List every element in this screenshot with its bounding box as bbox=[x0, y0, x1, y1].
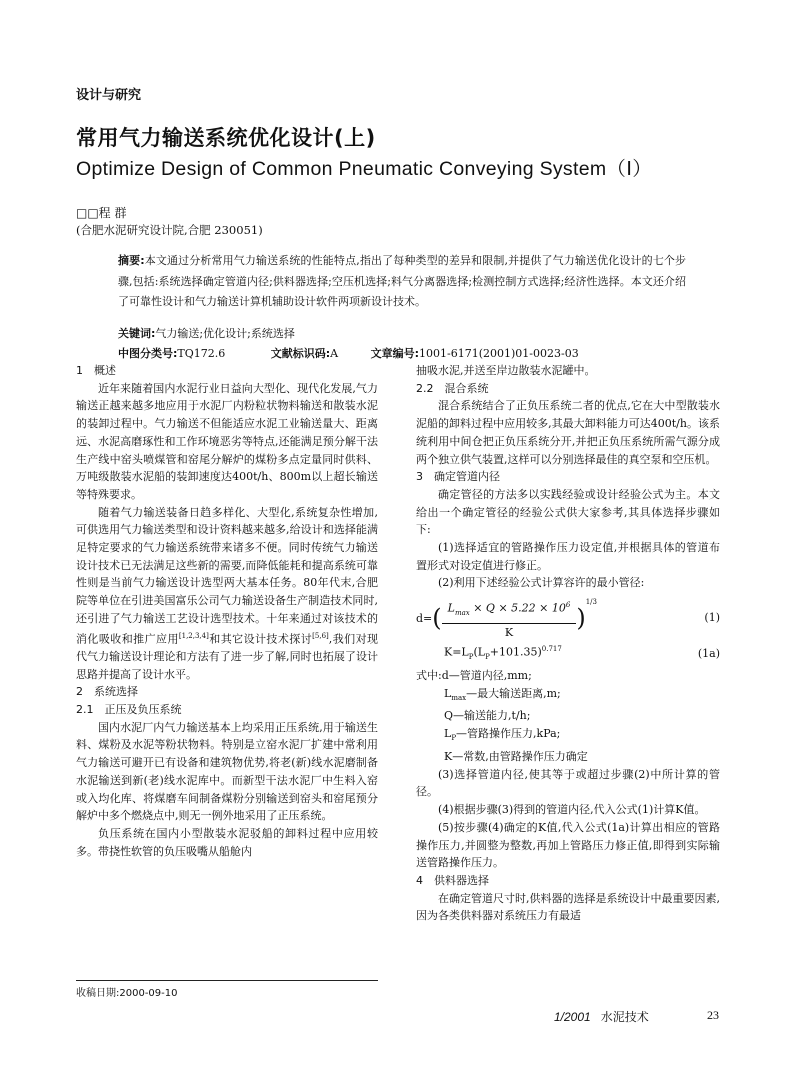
step-2: (2)利用下述经验公式计算容许的最小管径: bbox=[438, 576, 645, 590]
eq1a-mid-sub: P bbox=[485, 653, 490, 662]
keywords-text: 气力输送;优化设计;系统选择 bbox=[155, 327, 295, 340]
eq1-fraction bbox=[442, 597, 577, 641]
heading-positive-negative: 2.1 正压及负压系统 bbox=[76, 703, 182, 717]
heading-system-selection: 2 系统选择 bbox=[76, 685, 138, 699]
right-column bbox=[416, 362, 720, 925]
eq1a-exp: 0.717 bbox=[541, 645, 562, 654]
step-3: (3)选择管道内径,使其等于或超过步骤(2)中所计算的管径。 bbox=[416, 767, 720, 799]
paragraph: 抽吸水泥,并送至岸边散装水泥罐中。 bbox=[416, 364, 596, 377]
eq1-den: K bbox=[504, 625, 514, 639]
running-footer bbox=[554, 1008, 649, 1025]
step-1: (1)选择适宜的管路操作压力设定值,并根据具体的管道布置形式对设定值进行修正。 bbox=[416, 541, 720, 572]
eq1a-lhs-sub: P bbox=[468, 653, 474, 662]
variable-item: K—常数,由管路操作压力确定 bbox=[444, 750, 588, 763]
keywords-label: 关键词: bbox=[118, 327, 156, 340]
doc-code: A bbox=[330, 347, 339, 360]
paragraph bbox=[76, 504, 378, 684]
journal-name: 水泥技术 bbox=[600, 1010, 649, 1024]
paper-title-en: Optimize Design of Common Pneumatic Conveying System（Ⅰ） bbox=[76, 158, 653, 180]
eq1-lhs: d= bbox=[416, 612, 433, 626]
paragraph: 国内水泥厂内气力输送基本上均采用正压系统,用于输送生料、煤粉及水泥等粉状物料。特别是立窑水泥厂扩建中常利用气力输送可避开已有设备和建筑物优势,将老(新)线水泥磨制备水泥输送到新(老)线水泥库中。而新型干法水泥厂中生料入窑或入均化库、将煤磨车间制备煤粉分别输送到窑头和窑尾预分解炉中多个燃烧点中,则无一例外地采用了正压系统。 bbox=[76, 720, 378, 823]
eq1-num-rest: × Q × 5.22 × 10 bbox=[469, 601, 566, 615]
eq1a-rest: +101.35) bbox=[489, 645, 542, 659]
author: □□程 群 bbox=[76, 206, 127, 220]
variable-list bbox=[416, 685, 720, 766]
eq1-L-sub: max bbox=[454, 608, 470, 617]
doc-code-label: 文献标识码: bbox=[270, 347, 331, 360]
paragraph-text: 随着气力输送装备日趋多样化、大型化,系统复杂性增加,可供选用气力输送类型和设计资料越来越多,给设计和选择能满足特定要求的气力输送系统带来诸多不便。同时传统气力输送设计技术已无法满足这些新的需要,而降低能耗和提高系统可靠性则是当前气力输送设计选型两大基本任务。80年代末,合肥院等单位在引进美国富乐公司气力输送设备生产制造技术同时,还引进了气力输送工艺设计选型技术。十年来通过对该技术的消化吸收和推广应用 bbox=[76, 505, 378, 646]
variable-item: $L_{max}—$最大输送距离,m; bbox=[444, 686, 561, 702]
keywords bbox=[118, 325, 295, 341]
where-intro: 式中:d—管道内径,mm; bbox=[416, 668, 532, 682]
affiliation: (合肥水泥研究设计院,合肥 230051) bbox=[76, 223, 263, 237]
paper-title-cn: 常用气力输送系统优化设计(上) bbox=[76, 126, 376, 150]
article-number-label: 文章编号: bbox=[370, 347, 419, 360]
equation-1: d=( $\frac{L_{max} \times Q \times 5.22 \times 10^6}{K}$ )$^{1/3}$ (1) bbox=[416, 594, 720, 641]
heading-mixed-system: 2.2 混合系统 bbox=[416, 381, 489, 395]
clc-code: TQ172.6 bbox=[177, 347, 226, 360]
paragraph: 确定管径的方法多以实践经验或设计经验公式为主。本文给出一个确定管径的经验公式供大家参考,其具体选择步骤如下: bbox=[416, 487, 720, 537]
abstract-label: 摘要: bbox=[118, 254, 145, 267]
eq1-outer-exp: 1/3 bbox=[585, 598, 597, 607]
paragraph: 负压系统在国内小型散装水泥驳船的卸料过程中应用较多。带挠性软管的负压吸嘴从船舱内 bbox=[76, 826, 378, 858]
heading-pipe-diameter: 3 确定管道内径 bbox=[416, 470, 500, 484]
article-number: 1001-6171(2001)01-0023-03 bbox=[419, 347, 579, 360]
received-date: 收稿日期:2000-09-10 bbox=[76, 988, 178, 999]
step-4: (4)根据步骤(3)得到的管道内径,代入公式(1)计算K值。 bbox=[438, 803, 706, 817]
paragraph-text: 和其它设计技术探讨 bbox=[208, 632, 313, 646]
citation: [1,2,3,4] bbox=[178, 631, 209, 640]
step-5: (5)按步骤(4)确定的K值,代入公式(1a)计算出相应的管路操作压力,并圆整为整数,再加上管路压力修正值,即得到实际输送管路操作压力。 bbox=[416, 820, 720, 870]
heading-overview: 1 概述 bbox=[76, 364, 116, 377]
equation-1a bbox=[416, 641, 720, 667]
abstract bbox=[118, 251, 686, 313]
citation: [5,6] bbox=[312, 631, 329, 640]
footnote-rule bbox=[76, 980, 378, 981]
page-number: 23 bbox=[707, 1008, 719, 1022]
paragraph: 混合系统结合了正负压系统二者的优点,它在大中型散装水泥船的卸料过程中应用较多,其最大卸料能力可达400t/h。该系统利用中间仓把正负压系统分开,并把正负压系统所需气源分成两个独立供气装置,这样可以分别选择最佳的真空泵和空压机。 bbox=[416, 399, 720, 466]
section-label: 设计与研究 bbox=[76, 88, 142, 103]
variable-item: Q—输送能力,t/h; bbox=[444, 709, 531, 723]
left-column bbox=[76, 362, 378, 860]
issue-number: 1/2001 bbox=[554, 1010, 591, 1024]
paragraph: 近年来随着国内水泥行业日益向大型化、现代化发展,气力输送正越来越多地应用于水泥厂内粉粒状物料输送和散装水泥的装卸过程中。气力输送不但能适应水泥工业输送量大、距离远、水泥高磨琢性和工作环境恶劣等特点,还能满足预分解干法生产线中窑头喷煤管和窑尾分解炉的煤粉多点定量同时供料、万吨级散装水泥船的装卸速度达400t/h、800m以上超长输送等特殊要求。 bbox=[76, 381, 378, 501]
paragraph-text: ,我们对现代气力输送设计理论和方法有了进一步了解,同时也拓展了设计思路并提高了设计水平。 bbox=[76, 632, 379, 681]
abstract-text: 本文通过分析常用气力输送系统的性能特点,指出了每种类型的差异和限制,并提供了气力输送优化设计的七个步骤,包括:系统选择确定管道内径;供料器选择;空压机选择;料气分离器选择;检测控制方式选择;经济性选择。本文还介绍了可靠性设计和气力输送计算机辅助设计软件两项新设计技术。 bbox=[118, 254, 686, 308]
paragraph: 在确定管道尺寸时,供料器的选择是系统设计中最重要因素,因为各类供料器对系统压力有最适 bbox=[416, 891, 720, 923]
clc-label: 中图分类号: bbox=[118, 347, 178, 360]
eq1-label: (1) bbox=[704, 610, 720, 624]
eq1a-lhs: K=L bbox=[444, 645, 469, 659]
eq1-num-exp: 6 bbox=[565, 601, 571, 610]
eq1a-mid: (L bbox=[473, 645, 486, 659]
classification-line bbox=[118, 345, 579, 361]
heading-feeder-selection: 4 供料器选择 bbox=[416, 873, 489, 887]
eq1-L: L bbox=[447, 601, 455, 615]
eq1a-label: (1a) bbox=[697, 647, 720, 661]
variable-item: $L_P—$管路操作压力,kPa; bbox=[444, 727, 561, 743]
